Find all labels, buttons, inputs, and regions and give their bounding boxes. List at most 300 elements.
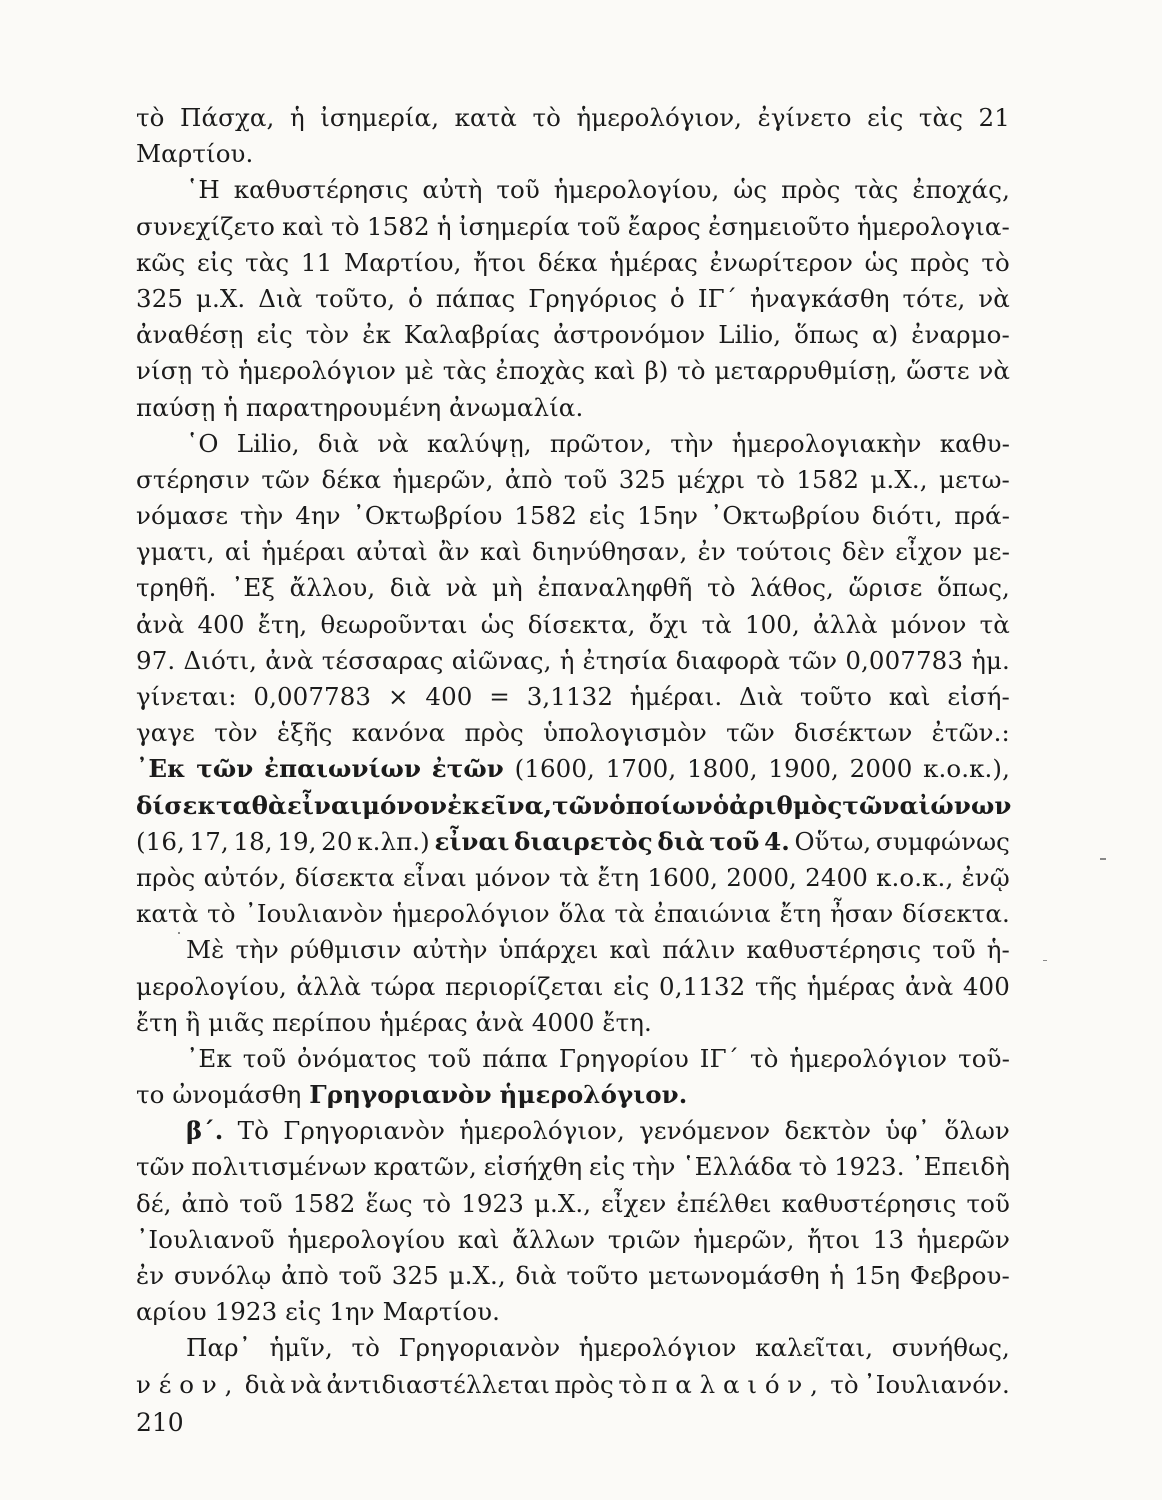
text-line — [136, 1041, 1010, 1077]
word: ἐτῶν — [431, 754, 504, 784]
word: διὰ — [657, 826, 705, 856]
word: δίσεκτα — [294, 862, 395, 892]
word: 4000 — [531, 1007, 595, 1037]
word: ὅλα — [558, 899, 606, 929]
word: τὸ — [331, 211, 360, 241]
word: 0,007783 — [845, 645, 964, 675]
word: 2000, — [726, 862, 797, 892]
word: δέκα — [537, 247, 598, 277]
text-line — [136, 715, 1010, 751]
word: καθυστέρησις — [781, 1188, 957, 1218]
word: ἡμέραι — [261, 537, 346, 567]
word: ᾿Εκ — [136, 754, 186, 784]
word: ἐπαιώνια — [653, 899, 771, 929]
word: καθυ- — [939, 428, 1010, 458]
word: αὐτόν, — [203, 862, 287, 892]
text-line — [136, 788, 1010, 824]
word: ἡμέρας — [806, 971, 896, 1001]
word: ἐποχὰς — [495, 356, 586, 386]
word: νὰ — [290, 1369, 322, 1399]
word: μὲ — [404, 356, 434, 386]
word: τὸ — [136, 103, 165, 132]
word: τῶν — [842, 790, 900, 820]
word: ἀπὸ — [281, 1261, 329, 1290]
word: ὡς — [480, 609, 515, 639]
word: μ.Χ., — [870, 464, 928, 494]
word: 15η — [854, 1261, 901, 1290]
word: 18, — [233, 826, 273, 856]
word: πρά- — [954, 501, 1010, 531]
word: τὸ — [677, 356, 706, 386]
word: Διὰ — [739, 682, 784, 711]
word: καὶ — [480, 537, 522, 567]
text-line — [136, 1005, 1010, 1041]
word: Οὕτω, — [794, 826, 872, 856]
word: 1ην — [329, 1297, 375, 1327]
word: γενόμενον — [639, 1116, 771, 1146]
word: ἡμερολόγιον — [789, 1043, 948, 1073]
word: 1582 — [514, 501, 578, 531]
word: καὶ — [609, 935, 652, 965]
word: β´. — [186, 1116, 224, 1146]
word: α) — [871, 320, 899, 350]
word: δίσεκτα, — [527, 609, 636, 639]
body-text — [136, 100, 1010, 1403]
word: ἡμερολόγιον. — [499, 1080, 688, 1110]
word: ἐποχάς, — [912, 175, 1010, 205]
word: εἶναι — [402, 862, 467, 892]
word: ἡμερολογιακὴν — [731, 428, 922, 458]
word: Γρηγοριανὸν — [283, 1116, 445, 1146]
word: ἰσημερία, — [320, 103, 440, 132]
text-line — [136, 209, 1010, 245]
word: ἕως — [365, 1188, 413, 1218]
word: κατὰ — [454, 103, 517, 132]
word: ρύθμισιν — [289, 935, 402, 965]
word: πάπα — [482, 1043, 548, 1073]
word: ὑπάρχει — [498, 935, 599, 965]
word: γίνεται: — [136, 682, 237, 711]
word: ἀπὸ — [504, 464, 553, 494]
word: ἰσημερία — [458, 211, 570, 241]
word: ἢ — [185, 1007, 201, 1037]
word: ἡμῖν, — [269, 1333, 333, 1363]
text-line — [136, 100, 1010, 136]
word: αὐταὶ — [356, 537, 428, 567]
word: Φεβρου- — [909, 1261, 1010, 1290]
text-line — [136, 172, 1010, 208]
word: πρὸς — [910, 247, 970, 277]
word: τὸ — [798, 1152, 828, 1182]
word: 3,1132 — [526, 682, 614, 711]
word: εἶχεν — [601, 1188, 667, 1218]
word: Διὰ — [258, 283, 303, 313]
word: παλαιόν, — [651, 1369, 826, 1399]
word: εἰς — [588, 501, 626, 531]
word: Τὸ — [237, 1116, 269, 1146]
word: ἀνὰ — [265, 645, 314, 675]
word: ἡμερολόγιον — [238, 356, 396, 386]
word: 97. — [136, 645, 176, 675]
word: τὸ — [830, 1369, 859, 1399]
word: κρατῶν, — [373, 1152, 477, 1182]
page-number: 210 — [136, 1408, 184, 1437]
word: καὶ — [282, 211, 324, 241]
word: Μὲ — [186, 935, 225, 965]
word: ὅπως — [794, 320, 860, 350]
word: συνόλῳ — [173, 1261, 272, 1290]
word: ὑπολογισμὸν — [543, 718, 707, 748]
word: πρὸς — [554, 1369, 614, 1399]
word: ᾿Οκτωβρίου — [352, 501, 503, 531]
word: τὸ — [351, 1333, 380, 1363]
word: ᾿Εξ — [231, 573, 276, 603]
word: ΙΓ´ — [699, 1043, 740, 1073]
word: 0,1132 — [659, 971, 746, 1001]
word: ἡμερολόγιον, — [576, 103, 743, 132]
word: πολιτισμένων — [191, 1152, 367, 1182]
word: διὰ — [317, 428, 360, 458]
word: ἀνὰ — [475, 1007, 524, 1037]
word: ὁποίων — [609, 790, 713, 820]
text-line — [136, 1294, 1010, 1330]
word: εἰς — [867, 103, 904, 132]
word: πρὸς — [464, 718, 524, 748]
word: στέρησιν — [136, 464, 251, 494]
word: ὥρισε — [848, 573, 923, 603]
word: τέσσαρας — [321, 645, 444, 675]
word: τὴν — [239, 501, 284, 531]
word: ἄλλου, — [289, 573, 376, 603]
word: ἔτη. — [602, 1007, 652, 1037]
text-line — [136, 498, 1010, 534]
word: δέκα — [321, 464, 382, 494]
word: μόνον — [475, 862, 551, 892]
word: ὑφ᾿ — [885, 1116, 931, 1146]
word: ἀνὰ — [904, 971, 954, 1001]
word: ἀνωμαλία. — [449, 392, 584, 422]
word: ἡμερῶν — [916, 1224, 1010, 1254]
word: ῾Η — [186, 175, 220, 205]
word: ἀριθμὸς — [729, 790, 843, 820]
word: καὶ — [457, 1224, 500, 1254]
word: συνεχίζετο — [136, 211, 275, 241]
word: διηνύθησαν, — [532, 537, 688, 567]
word: λάθος, — [750, 573, 834, 603]
word: πάπας — [435, 283, 516, 313]
word: ὁ — [712, 790, 730, 820]
word: περίπου — [272, 1007, 372, 1037]
word: μ.Χ. — [195, 283, 246, 313]
word: παρατηρουμένη — [245, 392, 442, 422]
text-line — [136, 534, 1010, 570]
word: ἐπαιωνίων — [264, 754, 422, 784]
word: ἡμέρας — [609, 247, 698, 277]
word: ἀπὸ — [181, 1188, 230, 1218]
word: τοῦ — [338, 1261, 383, 1290]
word: διὰ — [515, 1261, 557, 1290]
word: ἔτη — [597, 862, 640, 892]
word: Γρηγοριανὸν — [398, 1333, 561, 1363]
word: εἰς — [256, 320, 293, 350]
word: τὴν — [632, 1152, 676, 1182]
word: ἡ — [223, 392, 239, 422]
word: ἡμερολογίου — [287, 1224, 446, 1254]
word: ὠνομάσθη — [172, 1080, 302, 1110]
word: ἐσημειοῦτο — [708, 211, 850, 241]
word: με- — [972, 537, 1010, 567]
word: ἐναρμο- — [911, 320, 1010, 350]
word: αρίου — [136, 1297, 207, 1327]
word: νὰ — [978, 283, 1010, 313]
word: τὴν — [670, 428, 714, 458]
word: τὸν — [214, 718, 258, 748]
word: ἡ — [559, 645, 575, 675]
word: εἶναι — [434, 826, 510, 856]
word: καλύψῃ, — [427, 428, 532, 458]
word: τὰς — [854, 175, 899, 205]
word: καὶ — [888, 682, 931, 711]
text-line — [136, 245, 1010, 281]
text-line — [136, 969, 1010, 1005]
word: πρὸς — [781, 175, 841, 205]
text-line — [136, 932, 1010, 968]
word: διότι, — [871, 501, 943, 531]
word: 2000 — [849, 754, 913, 784]
word: ἔτη, — [257, 609, 308, 639]
word: (16, — [136, 826, 185, 856]
text-line — [136, 824, 1010, 860]
word: τοῦ — [932, 935, 976, 965]
word: τοῦ- — [958, 1043, 1010, 1073]
text-line — [136, 1222, 1010, 1258]
word: ὀνόματος — [297, 1043, 417, 1073]
word: τοῦ — [709, 826, 760, 856]
word: τὴν — [235, 935, 279, 965]
word: Lilio, — [236, 428, 300, 458]
word: = — [489, 682, 510, 711]
word: ᾿Ιουλιανοῦ — [136, 1224, 275, 1254]
word: 4. — [764, 826, 790, 856]
word: τοῦ — [427, 1043, 472, 1073]
word: τὸ — [749, 1043, 779, 1073]
word: τῶν — [788, 645, 838, 675]
word: ῾Ελλάδα — [682, 1152, 792, 1182]
word: 17, — [189, 826, 229, 856]
word: νίσῃ — [136, 356, 193, 386]
word: το — [136, 1080, 165, 1110]
word: ἡμέραι. — [629, 682, 723, 711]
text-line — [136, 462, 1010, 498]
word: κατὰ — [136, 899, 199, 929]
scan-speck — [178, 932, 180, 934]
text-line — [136, 390, 1010, 426]
word: τὸ — [618, 1369, 647, 1399]
word: ᾿Ιουλιανὸν — [244, 899, 384, 929]
word: τὸ — [207, 899, 236, 929]
word: αἰῶνας, — [451, 645, 552, 675]
word: δεκτὸν — [784, 1116, 872, 1146]
word: δὲν — [841, 537, 885, 567]
word: ἐτῶν.: — [931, 718, 1010, 748]
word: καθυστέρησις — [746, 935, 922, 965]
word: αἰώνων — [899, 790, 1012, 820]
text-line — [136, 1258, 1010, 1294]
word: καὶ — [593, 356, 636, 386]
word: τοῦ — [239, 1188, 283, 1218]
word: ἐκεῖνα, — [447, 790, 553, 820]
word: περιορίζεται — [445, 971, 604, 1001]
word: Καλαβρίας — [403, 320, 541, 350]
word: × — [387, 682, 409, 711]
word: τοῦ — [496, 175, 540, 205]
word: 2400 — [805, 862, 868, 892]
word: 325 — [136, 283, 184, 313]
word: ἐνῷ — [961, 862, 1010, 892]
word: 400 — [197, 609, 245, 639]
word: 1923 — [461, 1188, 524, 1218]
word: τοῦτο — [800, 682, 873, 711]
word: τοῦ — [577, 211, 621, 241]
word: μὴ — [492, 573, 523, 603]
word: ἡ — [436, 211, 452, 241]
word: τοῦ — [966, 1188, 1010, 1218]
word: 1582 — [796, 464, 860, 494]
word: νὰ — [978, 356, 1010, 386]
word: μόνον — [361, 790, 448, 820]
word: Μαρτίου, — [344, 247, 462, 277]
word: ἀλλὰ — [813, 609, 878, 639]
word: ἀντιδιαστέλλεται — [326, 1369, 550, 1399]
word: τὰ — [558, 862, 590, 892]
word: κ.λπ.) — [357, 826, 430, 856]
word: ὄχι — [648, 609, 689, 639]
text-line — [136, 426, 1010, 462]
word: ἐπαναληφθῆ — [537, 573, 693, 603]
word: 400 — [425, 682, 473, 711]
scan-speck — [1043, 960, 1047, 961]
word: διαφορὰ — [675, 645, 781, 675]
word: τὰς — [442, 356, 487, 386]
word: ἐτησία — [582, 645, 668, 675]
word: Μαρτίου. — [382, 1297, 501, 1327]
word: ἡ — [289, 103, 305, 132]
word: τὸ — [532, 103, 561, 132]
word: 1923. — [833, 1152, 905, 1182]
word: ᾿Εκ — [186, 1043, 232, 1073]
word: αἱ — [224, 537, 252, 567]
text-line — [136, 1186, 1010, 1222]
word: ἐνωρίτερον — [709, 247, 853, 277]
word: καλεῖται, — [755, 1333, 874, 1363]
word: ἡ- — [986, 935, 1010, 965]
word: ἀναθέσῃ — [136, 320, 244, 350]
word: τοῦ — [242, 1043, 287, 1073]
word: θεωροῦνται — [320, 609, 468, 639]
word: ἑξῆς — [276, 718, 333, 748]
word: Πάσχα, — [180, 103, 275, 132]
text-line — [136, 281, 1010, 317]
word: καθυστέρησις — [233, 175, 409, 205]
word: δίσεκτα. — [902, 899, 1010, 929]
word: εἰσή- — [947, 682, 1010, 711]
word: 1923 — [214, 1297, 278, 1327]
text-line — [136, 751, 1010, 787]
word: ἀνὰ — [136, 609, 185, 639]
word: ὥστε — [906, 356, 970, 386]
word: ἡμερολογίου, — [553, 175, 720, 205]
word: ᾿Επειδὴ — [911, 1152, 1010, 1182]
word: συνήθως, — [891, 1333, 1010, 1363]
word: 325 — [618, 464, 666, 494]
word: 1600, — [647, 862, 719, 892]
word: δίσεκτα — [136, 790, 252, 820]
word: εἶχον — [895, 537, 963, 567]
word: εἰς — [613, 971, 650, 1001]
word: ΙΓ´ — [697, 283, 738, 313]
word: τὸ — [422, 1188, 452, 1218]
word: Γρηγόριος — [528, 283, 658, 313]
word: μόνον — [890, 609, 967, 639]
word: μ.Χ., — [448, 1261, 506, 1290]
word: τὰς — [245, 247, 290, 277]
word: αὐτὴν — [412, 935, 488, 965]
word: ἡμερῶν, — [392, 464, 494, 494]
word: ἠναγκάσθη — [749, 283, 890, 313]
word: μετω- — [938, 464, 1010, 494]
word: Παρ᾿ — [186, 1333, 251, 1363]
word: ἐκ — [362, 320, 391, 350]
word: μετωνομάσθη — [648, 1261, 820, 1290]
word: τούτοις — [736, 537, 832, 567]
word: αὐτὴ — [422, 175, 483, 205]
text-line — [136, 860, 1010, 896]
word: ἤτοι — [473, 247, 527, 277]
word: ἐπέλθει — [676, 1188, 772, 1218]
word: κ.ο.κ., — [876, 862, 954, 892]
word: τῆς — [754, 971, 798, 1001]
word: τῶν — [136, 1152, 185, 1182]
word: ῾Ο — [186, 428, 219, 458]
word: ἀλλὰ — [296, 971, 361, 1001]
word: τῶν — [726, 718, 775, 748]
word: ᾿Ιουλιανόν. — [863, 1369, 1010, 1399]
word: γαγε — [136, 718, 195, 748]
word: 325 — [391, 1261, 439, 1290]
word: 15ην — [637, 501, 699, 531]
word: τοῦτο, — [315, 283, 396, 313]
word: τὸ — [201, 356, 230, 386]
word: εἰς — [197, 247, 234, 277]
word: ὅπως, — [937, 573, 1010, 603]
word: μιᾶς — [208, 1007, 265, 1037]
word: ᾿Οκτωβρίου — [709, 501, 860, 531]
word: νὰ — [445, 573, 478, 603]
scan-speck — [1100, 858, 1106, 860]
text-line — [136, 1367, 1010, 1403]
word: ἡμ. — [971, 645, 1010, 675]
word: νὰ — [377, 428, 409, 458]
word: ὡς — [864, 247, 899, 277]
word: ἄλλων — [512, 1224, 596, 1254]
word: Μαρτίου. — [136, 139, 254, 169]
word: εἶναι — [286, 790, 362, 820]
word: β) — [644, 356, 669, 386]
word: κανόνα — [351, 718, 446, 748]
word: διαιρετὸς — [514, 826, 653, 856]
word: τῶν — [552, 790, 610, 820]
word: ἂν — [438, 537, 470, 567]
